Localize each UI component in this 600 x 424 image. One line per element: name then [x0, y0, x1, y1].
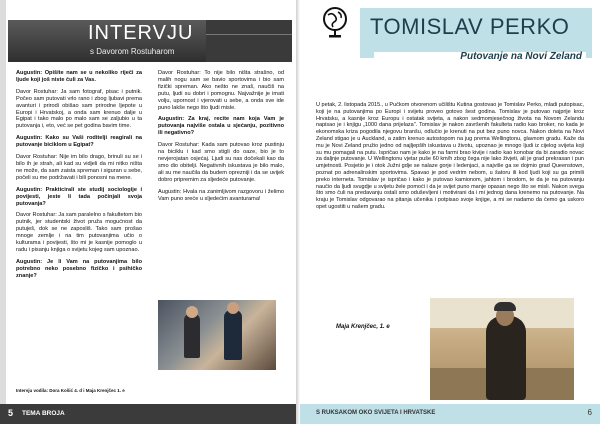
- interview-answer: Davor Rostuhar: Nije im bilo drago, brinuli su se i bilo ih je strah, ali kad su vidjeli da mi nitko ništa ne može, da sam zaista spreman i siguran u sebe, počeli su me podržavati i bili ponosni na mene.: [16, 154, 142, 181]
- photo-cap: [494, 302, 516, 311]
- interview-subtitle: s Davorom Rostuharom: [90, 47, 175, 56]
- interview-answer: Davor Rostuhar: Ja sam paralelno s fakultetom bio putnik, jer studentski život pruža mogućnost da putuješ, dok se ne zaposliš. Tako sam prošao mnoge zemlje i na tim putovanjima učio o kulturama i povijesti, što mi je kasnije pomoglo u radu i pisanju knjiga o svijetu kojeg sam upoznao.: [16, 212, 142, 253]
- interview-column-1: [16, 70, 142, 398]
- interview-question: Augustin: Opišite nam se u nekoliko riječi za ljude koji još niste čuli za Vas.: [16, 70, 142, 83]
- interview-caption: Intervju vodila: Dora Košić 4. d i Maja Krenjčec 1. e: [16, 388, 125, 393]
- left-page-number: 5: [8, 408, 14, 418]
- article-subtitle-bar: [374, 52, 586, 64]
- photo-person-2: [224, 310, 242, 360]
- photo-head-2: [227, 302, 239, 314]
- interview-answer: Davor Rostuhar: Ja sam fotograf, pisac i putnik. Počeo sam putovati vrlo rano i zbog ljubavi prema avanturi i prirodi obišao sam prirodne ljepote u Europi i Hrvatskoj, a onda sam krenuo dalje u Egipat i tako malo po malo sam se zaljubio u ta putovanja i, eto, već se pet godina bavim time.: [16, 88, 142, 130]
- globe-icon: [320, 6, 350, 40]
- interview-question: Augustin: Je li Vam na putovanjima bilo potrebno neko posebno fizičko i psihičko znanje?: [16, 258, 142, 279]
- left-footer: [0, 404, 300, 424]
- interview-answer: Davor Rostuhar: Kada sam putovao kroz pustinju na biciklu i kad smo stigli do oaze, bio je to nevjerojatan osjećaj. Ljudi su nas dočekali kao da smo dio obitelji. Negativnih iskustava je bilo malo, ali su me naučila da budem oprezniji i da se uvijek dobro pripremim za sljedeće putovanje.: [158, 142, 284, 183]
- article-body: [316, 102, 584, 318]
- interview-title-band: [8, 20, 206, 62]
- interview-question: Augustin: Za kraj, recite nam koja Vam je putovanja najviše ostala u sjećanju, pozitivno ili negativno?: [158, 116, 284, 137]
- article-title: TOMISLAV PERKO: [370, 14, 570, 39]
- photo-head-1: [186, 306, 198, 318]
- article-subtitle: Putovanje na Novi Zeland: [460, 51, 582, 62]
- right-footer: [300, 404, 600, 424]
- left-footer-label: TEMA BROJA: [22, 410, 65, 417]
- interview-answer: Davor Rostuhar: To nije bilo ništa strašno, od malih nogu sam se bavio sportovima i bio sam fizički spreman. Ako nešto ne znaš, naučiš na putu, ljudi su dobri i pomognu. Najvažnije je imati volju, upornost i vjerovati u sebe, a onda sve ide puno lakše nego što ljudi misle.: [158, 70, 284, 111]
- article-caption: Maja Krenjčec, 1. e: [336, 324, 390, 330]
- interview-answer: Augustin: Hvala na zanimljivom razgovoru i želimo Vam puno sreće u sljedećim avanturama!: [158, 188, 284, 202]
- right-footer-label: S RUKSAKOM OKO SVIJETA I HRVATSKE: [316, 410, 436, 416]
- article-photo: [430, 298, 574, 400]
- interview-photo: [158, 300, 276, 370]
- photo-person: [486, 316, 526, 400]
- right-page-number: 6: [587, 408, 592, 417]
- title-band-line: [206, 34, 292, 35]
- title-band-tail: [206, 20, 292, 62]
- article-paragraph: U petak, 2. listopada 2015., u Pučkom otvorenom učilištu Kutina gostovao je Tomislav Perko, mladi putopisac, koji je na putovanjima po Europi i svijetu proveo gotovo šest godina. Tomislav je putovao najprije kroz Hrvatsku, a kasnije kroz Europu i ostatak svijeta, a nakon sedmomjesečnog života na Novom Zelandu napisao je i knjigu „1000 dana prijelaza". Tomislav je nakon završenih fakulteta radio kao broker, no kada je ekonomska kriza pogodila njegovu branšu, odlučio je krenuti na put bez puno novca. Nakon doleta na Novi Zeland stigao je u Auckland, a zatim krenuo autostopom na jug prema Wellingtonu, glavnom gradu. Kaže da mu je Novi Zeland pružio jedno od najljepših iskustava u životu, upoznao je mnogo ljudi iz cijelog svijeta koji su mu pomagali na putu. Ispričao nam je kako je na farmi brao kivije i radio kao konobar da bi zaradio novac za daljnje putovanje. U Wellingtonu vjetar puše 60 km/h zbog čega nije lako živjeti, ali je grad prekrasan i pun umjetnosti. Posjetio je i otok Južni gdje se nalaze gorje i ledenjaci, a najviše ga se dojmio grad Queenstown, poznat po adrenalinskim sportovima. Spavao je pod vedrim nebom, u šatoru ili kod ljudi koji su ga primili preko interneta. Tomislav je ispričao i kako je putovao kamionom, jahtom i brodom, te da je na putovanju naučio da ljudi svugdje u svijetu žele pomoći i da je svijet puno manje opasan nego što se misli. Nakon svega što smo čuli na predavanju ostali smo oduševljeni i motivirani da i mi jednog dana krenemo na putovanje. Na kraju je Tomislav odgovarao na pitanja učenika i potpisao svoje knjige, a mi se nadamo da ćemo ga uskoro opet ugostiti u našem gradu.: [316, 102, 584, 210]
- photo-person-1: [184, 314, 200, 358]
- interview-question: Augustin: Prakticirali ste studij sociologije i povijesti, jeste li tada počinjali svoja putovanja?: [16, 186, 142, 207]
- right-page: [300, 0, 600, 424]
- left-margin-bar: [0, 0, 6, 424]
- interview-title: INTERVJU: [88, 22, 194, 44]
- interview-question: Augustin: Kako su Vaši roditelji reagirali na putovanje biciklom u Egipat?: [16, 135, 142, 149]
